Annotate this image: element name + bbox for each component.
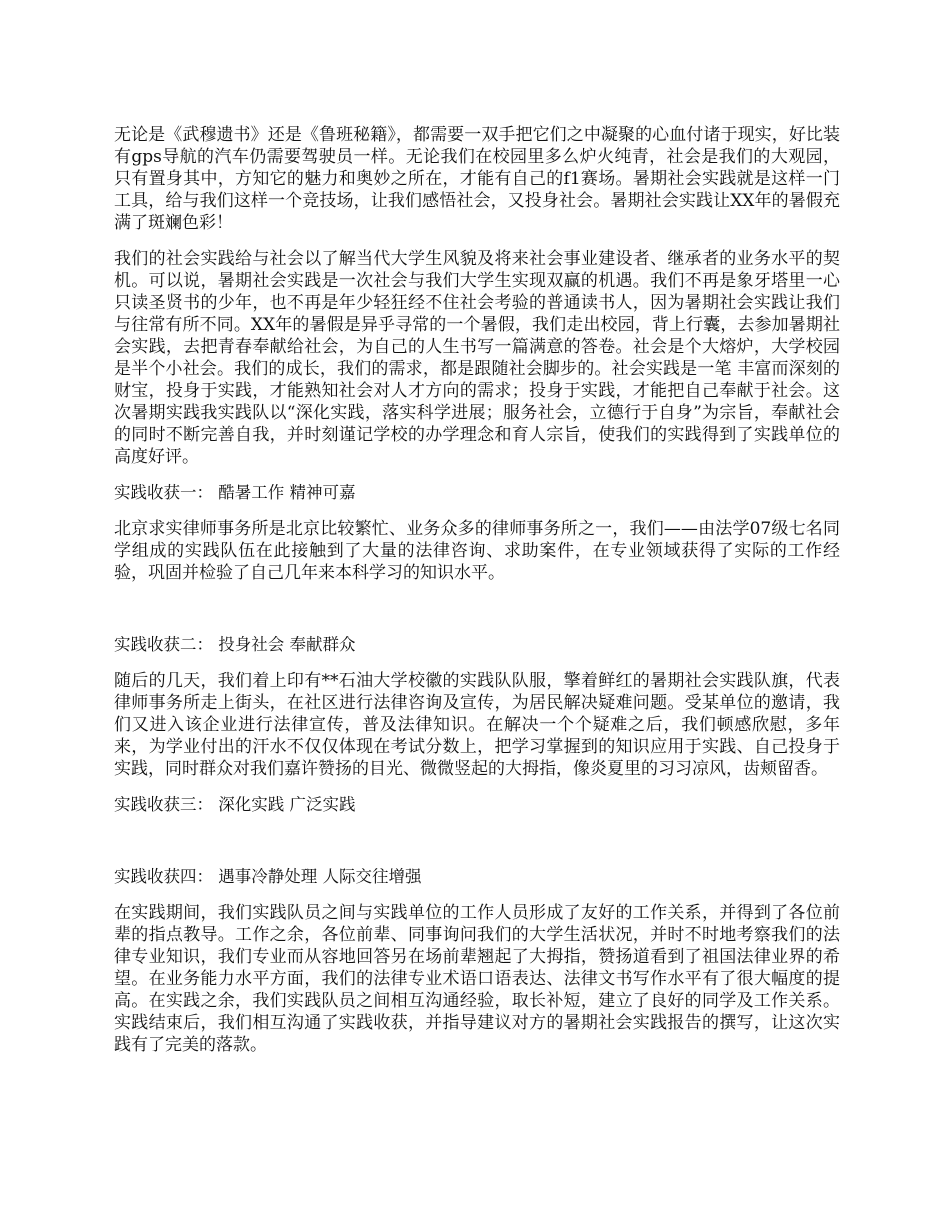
section-heading-3: 实践收获三： 深化实践 广泛实践: [114, 795, 356, 814]
section-heading-4: 实践收获四： 遇事冷静处理 人际交往增强: [114, 867, 422, 886]
section-body-1: 北京求实律师事务所是北京比较繁忙、业务众多的律师事务所之一，我们——由法学07级七名同学组成的实践队伍在此接触到了大量的法律咨询、求助案件，在专业领域获得了实际的工作经验，巩固并检验了自己几年来本科学习的知识水平。: [114, 519, 840, 583]
section-body-2: 随后的几天，我们着上印有**石油大学校徽的实践队队服，擎着鲜红的暑期社会实践队旗，代表律师事务所走上街头，在社区进行法律咨询及宣传，为居民解决疑难问题。受某单位的邀请，我们又进入该企业进行法律宣传，普及法律知识。在解决一个个疑难之后，我们顿感欣慰，多年来，为学业付出的汗水不仅仅体现在考试分数上，把学习掌握到的知识应用于实践、自己投身于实践，同时群众对我们嘉许赞扬的目光、微微竖起的大拇指，像炎夏里的习习凉风，齿颊留香。: [114, 671, 840, 779]
section-heading-2: 实践收获二： 投身社会 奉献群众: [114, 635, 356, 654]
intro-paragraph-2: 我们的社会实践给与社会以了解当代大学生风貌及将来社会事业建设者、继承者的业务水平的契机。可以说，暑期社会实践是一次社会与我们大学生实现双赢的机遇。我们不再是象牙塔里一心只读圣贤书的少年，也不再是年少轻狂经不住社会考验的普通读书人，因为暑期社会实践让我们与往常有所不同。XX年的暑假是异乎寻常的一个暑假，我们走出校园，背上行囊，去参加暑期社会实践，去把青春奉献给社会，为自己的人生书写一篇满意的答卷。社会是个大熔炉，大学校园是半个小社会。我们的成长，我们的需求，都是跟随社会脚步的。社会实践是一笔 丰富而深刻的财宝，投身于实践，才能熟知社会对人才方向的需求；投身于实践，才能把自己奉献于社会。这次暑期实践我实践队以“深化实践，落实科学进展；服务社会，立德行于自身”为宗旨，奉献社会的同时不断完善自我，并时刻谨记学校的办学理念和育人宗旨，使我们的实践得到了实践单位的高度好评。: [114, 249, 840, 467]
section-heading-1: 实践收获一： 酷暑工作 精神可嘉: [114, 483, 356, 502]
section-body-4: 在实践期间，我们实践队员之间与实践单位的工作人员形成了友好的工作关系，并得到了各位前辈的指点教导。工作之余，各位前辈、同事询问我们的大学生活状况，并时不时地考察我们的法律专业知识，我们专业而从容地回答另在场前辈翘起了大拇指，赞扬道看到了祖国法律业界的希望。在业务能力水平方面，我们的法律专业术语口语表达、法律文书写作水平有了很大幅度的提高。在实践之余，我们实践队员之间相互沟通经验，取长补短，建立了良好的同学及工作关系。实践结束后，我们相互沟通了实践收获，并指导建议对方的暑期社会实践报告的撰写，让这次实践有了完美的落款。: [114, 903, 840, 1055]
intro-paragraph-1: 无论是《武穆遗书》还是《鲁班秘籍》，都需要一双手把它们之中凝聚的心血付诸于现实，好比装有gps导航的汽车仍需要驾驶员一样。无论我们在校园里多么炉火纯青，社会是我们的大观园，只有置身其中，方知它的魅力和奥妙之所在，才能有自己的f1赛场。暑期社会实践就是这样一门工具，给与我们这样一个竞技场，让我们感悟社会，又投身社会。暑期社会实践让XX年的暑假充满了斑斓色彩！: [114, 125, 840, 233]
blank-spacer: [114, 598, 840, 634]
blank-spacer: [114, 830, 840, 866]
